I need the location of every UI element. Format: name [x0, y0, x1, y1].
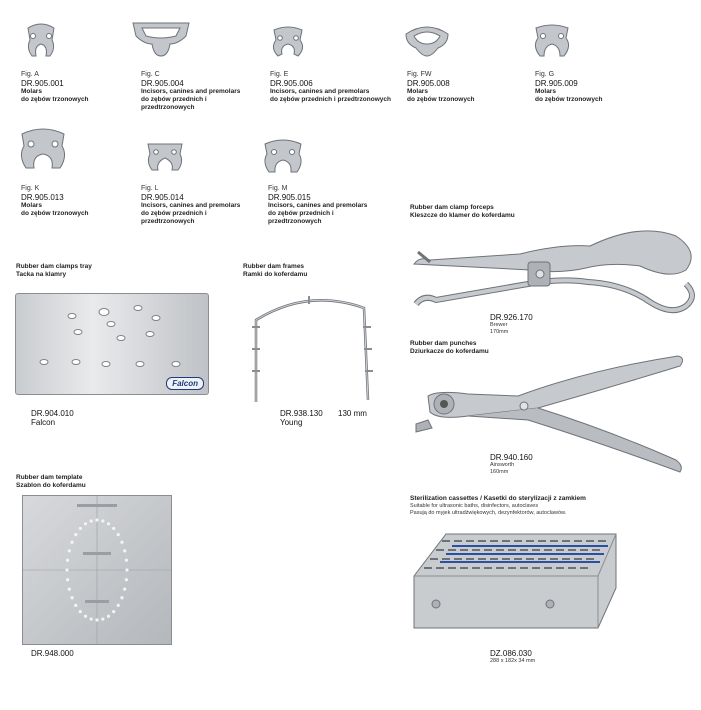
- cassettes-line: Pasują do myjek ultradźwiękowych, dezynfektorów, autoclawów.: [410, 510, 567, 516]
- cassette-slot: [496, 549, 504, 551]
- forceps-code: DR.926.170: [490, 313, 533, 322]
- clamp-e-info: [270, 71, 391, 104]
- template-title-pl: Szablon do koferdamu: [16, 482, 86, 489]
- clamp-desc: przedtrzonowych: [268, 218, 322, 225]
- template-hole: [74, 533, 77, 536]
- cassette-slot: [562, 540, 570, 542]
- clamp-k-info: [21, 185, 89, 218]
- falcon-logo: Falcon: [166, 377, 204, 390]
- template-title: [16, 474, 86, 490]
- frames-name: Young: [280, 418, 303, 427]
- punches-name: Ainsworth: [490, 462, 515, 468]
- frames-title-en: Rubber dam frames: [243, 263, 305, 270]
- clamp-code: DR.905.009: [535, 79, 578, 88]
- template-hole: [125, 568, 128, 571]
- template-hole: [125, 559, 128, 562]
- cassettes-size: 288 x 182x 34 mm: [490, 658, 536, 664]
- clamp-desc: Incisors, canines and premolars: [141, 202, 241, 209]
- clamp-fw-info: [407, 71, 475, 104]
- cassette-slot: [550, 558, 558, 560]
- cassette-slot: [520, 549, 528, 551]
- cassette-slot: [436, 549, 444, 551]
- cassette-slot: [490, 540, 498, 542]
- cassette-slot: [502, 558, 510, 560]
- clamp-g-image: [530, 24, 574, 62]
- template-hole: [68, 549, 71, 552]
- cassette-slot: [508, 567, 516, 569]
- cassette-slot: [568, 567, 576, 569]
- template-code: DR.948.000: [31, 649, 74, 658]
- forceps-title-pl: Kleszcze do klamer do koferdamu: [410, 212, 515, 219]
- template-hole: [84, 615, 87, 618]
- clamp-fig: Fig. M: [268, 185, 288, 192]
- clamp-e-image: [268, 26, 308, 60]
- template-hole: [95, 518, 98, 521]
- cassettes-line: Suitable for ultrasonic baths, disinfectors, autoclaves: [410, 503, 539, 509]
- cassette-slot: [448, 567, 456, 569]
- clamp-k-image: [16, 128, 70, 176]
- template-hole: [123, 549, 126, 552]
- cassette-slot: [448, 549, 456, 551]
- template-hole: [120, 541, 123, 544]
- cassette-slot: [502, 540, 510, 542]
- cassette-slot: [538, 558, 546, 560]
- frames-title: [243, 263, 307, 279]
- clamp-forceps-image: [410, 222, 700, 322]
- cassette-slot: [454, 540, 462, 542]
- cassette-slot: [442, 558, 450, 560]
- clamp-code: DR.905.004: [141, 79, 184, 88]
- cassette-slot: [496, 567, 504, 569]
- cassette-slot: [514, 540, 522, 542]
- clamp-fig: Fig. FW: [407, 71, 432, 78]
- clamp-desc: Incisors, canines and premolars: [270, 88, 370, 95]
- clamp-fig: Fig. K: [21, 185, 40, 192]
- cassette-slot: [478, 558, 486, 560]
- cassette-slot: [574, 540, 582, 542]
- cassette-slot: [460, 567, 468, 569]
- cassette-slot: [514, 558, 522, 560]
- clamp-desc: przedtrzonowych: [141, 218, 195, 225]
- template-hole: [74, 604, 77, 607]
- cassette-slot: [526, 540, 534, 542]
- clamp-desc: Molars: [407, 88, 428, 95]
- clamp-code: DR.905.006: [270, 79, 313, 88]
- cassette-slot: [442, 540, 450, 542]
- tray-title-pl: Tacka na klamry: [16, 271, 67, 278]
- clamp-code: DR.905.015: [268, 193, 311, 202]
- frames-info: [280, 409, 323, 427]
- template-hole: [112, 527, 115, 530]
- clamp-fig: Fig. G: [535, 71, 555, 78]
- cassette-slot: [556, 549, 564, 551]
- tray-name: Falcon: [31, 418, 56, 427]
- clamp-fig: Fig. C: [141, 71, 160, 78]
- cassette-slot: [592, 549, 600, 551]
- clamp-desc: do zębów trzonowych: [407, 96, 475, 103]
- clamp-fig: Fig. A: [21, 71, 39, 78]
- cassette-slot: [490, 558, 498, 560]
- cassette-slot: [538, 540, 546, 542]
- cassette-slot: [526, 558, 534, 560]
- sterilization-cassette-image: [410, 528, 626, 640]
- clamp-fig: Fig. L: [141, 185, 159, 192]
- cassette-slot: [472, 549, 480, 551]
- cassette-slot: [580, 567, 588, 569]
- tray-info: [31, 409, 74, 427]
- template-hole: [84, 522, 87, 525]
- clamp-c-image: [130, 20, 192, 60]
- cassette-slot: [484, 549, 492, 551]
- template-hole: [101, 519, 104, 522]
- template-hole: [112, 610, 115, 613]
- cassette-slot: [532, 567, 540, 569]
- template-hole: [66, 578, 69, 581]
- clamp-m-info: [268, 185, 367, 226]
- dam-template-image: [22, 495, 172, 645]
- template-hole: [117, 604, 120, 607]
- cassette-slot: [574, 558, 582, 560]
- clamp-desc: do zębów przednich i przedtrzonowych: [270, 96, 391, 103]
- template-hole: [65, 568, 68, 571]
- punches-size: 160mm: [490, 469, 509, 475]
- forceps-info: [490, 313, 533, 336]
- frames-size: 130 mm: [338, 409, 367, 418]
- template-hole: [70, 541, 73, 544]
- tray-title-en: Rubber dam clamps tray: [16, 263, 92, 270]
- clamp-code: DR.905.008: [407, 79, 450, 88]
- cassette-slot: [454, 558, 462, 560]
- dam-frame-image: [248, 290, 378, 410]
- cassette-slot: [472, 567, 480, 569]
- clamp-desc: do zębów przednich i: [141, 210, 207, 217]
- cassettes-info: [490, 649, 535, 665]
- forceps-title: [410, 204, 515, 220]
- cassette-slot: [430, 558, 438, 560]
- punches-title-pl: Dziurkacze do koferdamu: [410, 348, 489, 355]
- cassette-slot: [532, 549, 540, 551]
- cassettes-title-block: [410, 495, 586, 517]
- cassette-slot: [562, 558, 570, 560]
- template-hole: [107, 522, 110, 525]
- clamp-code: DR.905.013: [21, 193, 64, 202]
- cassette-slot: [436, 567, 444, 569]
- tray-title: [16, 263, 92, 279]
- cassette-slot: [598, 540, 606, 542]
- clamp-desc: Molars: [535, 88, 556, 95]
- template-hole: [79, 527, 82, 530]
- forceps-size: 170mm: [490, 329, 509, 335]
- clamp-desc: Molars: [21, 88, 42, 95]
- cassette-slot: [478, 540, 486, 542]
- clamp-m-image: [260, 138, 306, 176]
- template-hole: [66, 559, 69, 562]
- clamps-tray-image: [15, 293, 209, 395]
- cassette-slot: [466, 558, 474, 560]
- clamp-fig: Fig. E: [270, 71, 289, 78]
- cassette-slot: [544, 567, 552, 569]
- frames-title-pl: Ramki do koferdamu: [243, 271, 308, 278]
- clamp-desc: Incisors, canines and premolars: [268, 202, 368, 209]
- template-hole: [101, 617, 104, 620]
- cassettes-title: Sterilization cassettes / Kasetki do sterylizacji z zamkiem: [410, 495, 586, 502]
- clamp-g-info: [535, 71, 603, 104]
- template-hole: [90, 617, 93, 620]
- cassette-slot: [580, 549, 588, 551]
- cassette-slot: [466, 540, 474, 542]
- template-hole: [95, 618, 98, 621]
- cassette-slot: [460, 549, 468, 551]
- clamp-code: DR.905.001: [21, 79, 64, 88]
- template-hole: [117, 533, 120, 536]
- cassette-slot: [520, 567, 528, 569]
- template-hole: [90, 519, 93, 522]
- clamp-desc: Molars: [21, 202, 42, 209]
- punches-info: [490, 453, 533, 476]
- template-hole: [70, 596, 73, 599]
- cassette-slot: [508, 549, 516, 551]
- cassettes-code: DZ.086.030: [490, 649, 532, 658]
- template-hole: [107, 615, 110, 618]
- clamp-desc: do zębów trzonowych: [535, 96, 603, 103]
- clamp-desc: do zębów trzonowych: [21, 96, 89, 103]
- punches-title-en: Rubber dam punches: [410, 340, 477, 347]
- forceps-title-en: Rubber dam clamp forceps: [410, 204, 494, 211]
- clamp-code: DR.905.014: [141, 193, 184, 202]
- cassette-slot: [556, 567, 564, 569]
- clamp-fw-image: [402, 24, 452, 60]
- punches-code: DR.940.160: [490, 453, 533, 462]
- forceps-name: Brewer: [490, 322, 508, 328]
- clamp-desc: do zębów przednich i: [141, 96, 207, 103]
- template-title-en: Rubber dam template: [16, 474, 83, 481]
- cassette-slot: [544, 549, 552, 551]
- template-hole: [125, 578, 128, 581]
- template-hole: [120, 596, 123, 599]
- clamp-desc: do zębów trzonowych: [21, 210, 89, 217]
- clamp-desc: Incisors, canines and premolars: [141, 88, 241, 95]
- cassette-slot: [586, 558, 594, 560]
- cassette-slot: [568, 549, 576, 551]
- template-hole: [79, 610, 82, 613]
- clamp-desc: przedtrzonowych: [141, 104, 195, 111]
- tray-code: DR.904.010: [31, 409, 74, 418]
- clamp-a-info: [21, 71, 89, 104]
- template-hole: [123, 588, 126, 591]
- frames-code: DR.938.130: [280, 409, 323, 418]
- clamp-c-info: [141, 71, 240, 112]
- dam-punch-image: [408, 350, 688, 470]
- clamp-desc: do zębów przednich i: [268, 210, 334, 217]
- clamp-l-image: [144, 140, 186, 174]
- template-hole: [68, 588, 71, 591]
- cassette-slot: [550, 540, 558, 542]
- clamp-a-image: [22, 22, 60, 62]
- cassette-slot: [424, 567, 432, 569]
- cassette-slot: [484, 567, 492, 569]
- clamp-l-info: [141, 185, 240, 226]
- cassette-slot: [586, 540, 594, 542]
